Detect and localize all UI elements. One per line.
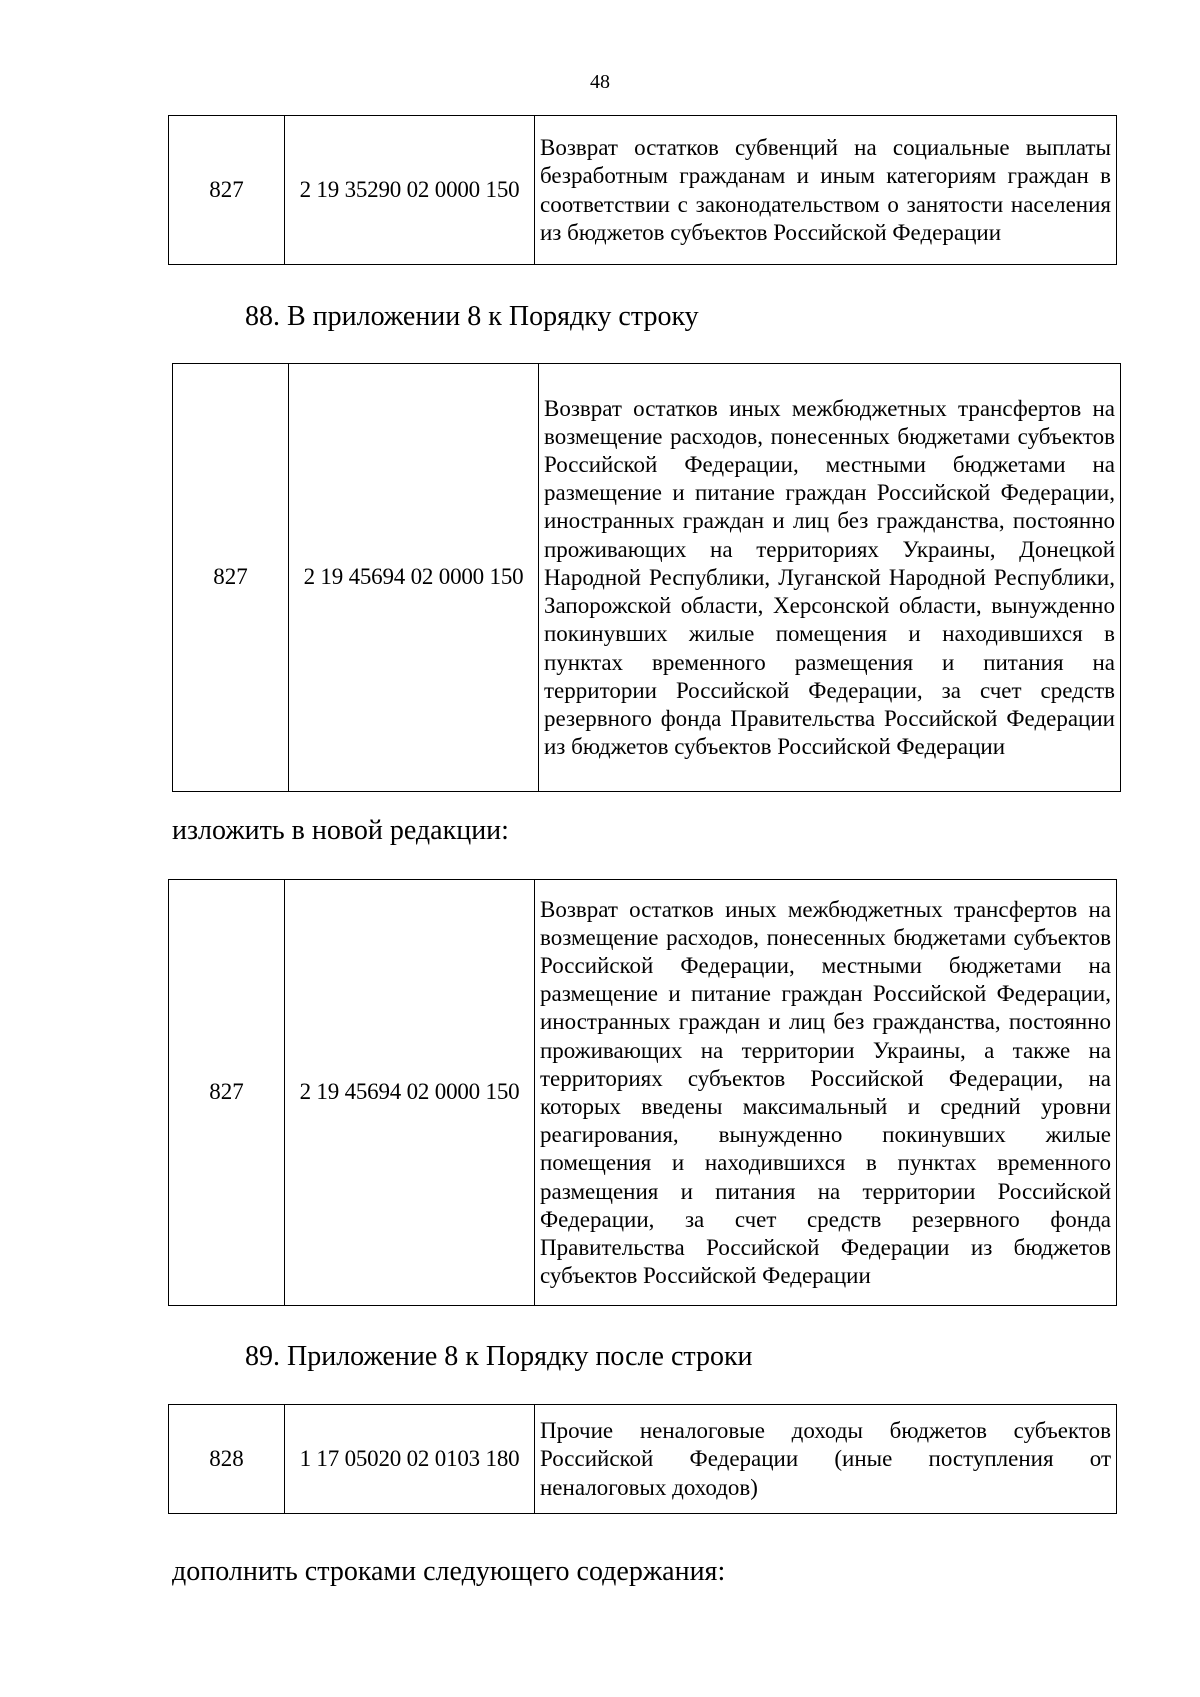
budget-code-table-2 bbox=[172, 363, 1121, 792]
table-row bbox=[173, 364, 1121, 792]
admin-code-cell: 827 bbox=[169, 116, 285, 265]
paragraph-89: 89. Приложение 8 к Порядку после строки bbox=[245, 1341, 753, 1372]
admin-code-cell: 827 bbox=[169, 880, 285, 1306]
budget-code-table-4 bbox=[168, 1404, 1117, 1514]
table-row bbox=[169, 880, 1117, 1306]
budget-classification-code-cell: 2 19 45694 02 0000 150 bbox=[289, 364, 539, 792]
table-row bbox=[169, 116, 1117, 265]
admin-code-cell: 828 bbox=[169, 1405, 285, 1514]
paragraph-supplement: дополнить строками следующего содержания: bbox=[172, 1556, 726, 1587]
income-description-cell: Возврат остатков субвенций на социальные выплаты безработным гражданам и иным категориям граждан в соответствии с законодательством о занятости населения из бюджетов субъектов Российской Федерации bbox=[535, 116, 1117, 265]
paragraph-new-edition: изложить в новой редакции: bbox=[172, 815, 509, 846]
income-description-cell: Возврат остатков иных межбюджетных трансфертов на возмещение расходов, понесенных бюджетами субъектов Российской Федерации, местными бюджетами на размещение и питание граждан Российской Федерации, иностранных граждан и лиц без гражданства, постоянно проживающих на территории Украины, а также на территориях субъектов Российской Федерации, на которых введены максимальный и средний уровни реагирования, вынужденно покинувших жилые помещения и находившихся в пунктах временного размещения и питания на территории Российской Федерации, за счет средств резервного фонда Правительства Российской Федерации из бюджетов субъектов Российской Федерации bbox=[535, 880, 1117, 1306]
budget-code-table-3 bbox=[168, 879, 1117, 1306]
paragraph-88: 88. В приложении 8 к Порядку строку bbox=[245, 301, 699, 332]
admin-code-cell: 827 bbox=[173, 364, 289, 792]
budget-code-table-1 bbox=[168, 115, 1117, 265]
table-row bbox=[169, 1405, 1117, 1514]
page-number: 48 bbox=[590, 71, 610, 93]
income-description-cell: Прочие неналоговые доходы бюджетов субъектов Российской Федерации (иные поступления от неналоговых доходов) bbox=[535, 1405, 1117, 1514]
budget-classification-code-cell: 2 19 35290 02 0000 150 bbox=[285, 116, 535, 265]
budget-classification-code-cell: 1 17 05020 02 0103 180 bbox=[285, 1405, 535, 1514]
income-description-cell: Возврат остатков иных межбюджетных трансфертов на возмещение расходов, понесенных бюджетами субъектов Российской Федерации, местными бюджетами на размещение и питание граждан Российской Федерации, иностранных граждан и лиц без гражданства, постоянно проживающих на территориях Украины, Донецкой Народной Республики, Луганской Народной Республики, Запорожской области, Херсонской области, вынужденно покинувших жилые помещения и находившихся в пунктах временного размещения и питания на территории Российской Федерации, за счет средств резервного фонда Правительства Российской Федерации из бюджетов субъектов Российской Федерации bbox=[539, 364, 1121, 792]
budget-classification-code-cell: 2 19 45694 02 0000 150 bbox=[285, 880, 535, 1306]
